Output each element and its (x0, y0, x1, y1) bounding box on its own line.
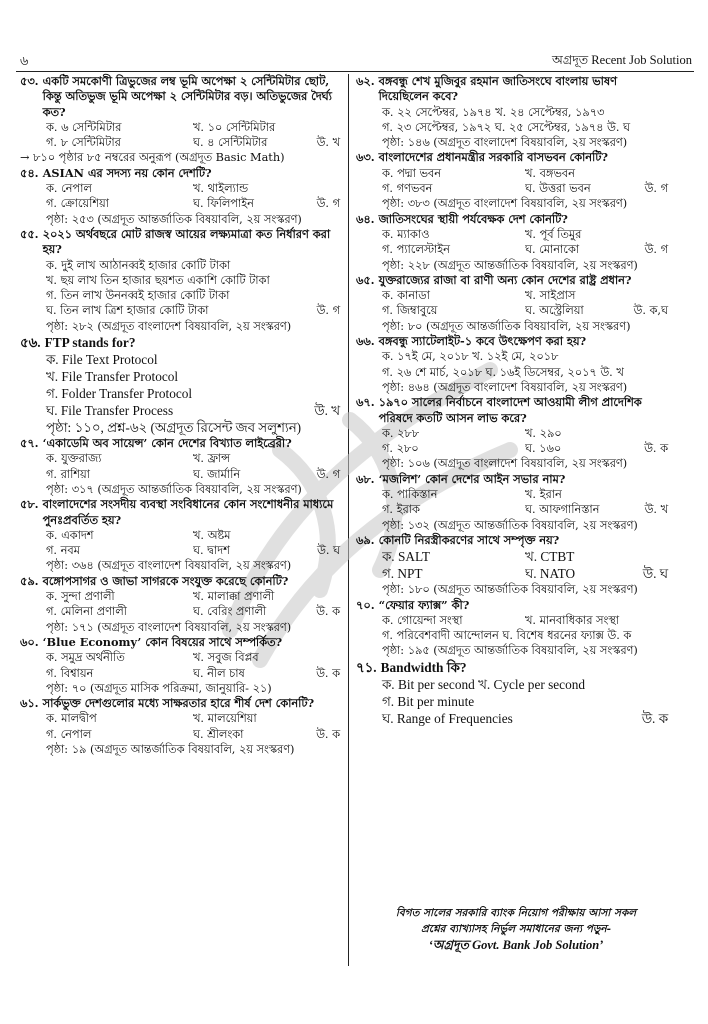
source-reference: পৃষ্ঠা: ১৮০ (অগ্রদূত আন্তর্জাতিক বিষয়াবলি, ২য় সংস্করণ) (382, 583, 638, 597)
answer-key: উ. গ (316, 197, 340, 211)
question-number: ৬৪. (356, 211, 375, 226)
source-reference: পৃষ্ঠা: ৮০ (অগ্রদূত আন্তর্জাতিক বিষয়াবলি, ২য় সংস্করণ) (382, 319, 631, 333)
option: খ. ১০ সেন্টিমিটার (193, 120, 276, 134)
option: খ. মানবাধিকার সংস্থা (525, 613, 620, 627)
question-number: ৬৯. (356, 532, 375, 547)
question-text: জাতিসংঘের স্থায়ী পর্যবেক্ষক দেশ কোনটি? (378, 211, 568, 226)
option-row (382, 181, 668, 196)
answer-key: উ. খ (316, 136, 340, 150)
question-text: ‘Blue Economy’ কোন বিষয়ের সাথে সম্পর্কিত? (42, 634, 283, 649)
option: খ. ২৯০ (525, 426, 562, 440)
source-reference: পৃষ্ঠা: ১১০, প্রশ্ন-৬২ (অগ্রদূত রিসেন্ট জব সলুশ্যন) (46, 420, 302, 436)
question (356, 598, 668, 659)
option-row (382, 441, 668, 456)
option: ঘ. উত্তরা ভবন (525, 182, 591, 196)
option: ক. ২৮৮ (382, 426, 420, 440)
option: খ. পূর্ব তিমুর (525, 227, 582, 241)
option-row (382, 120, 668, 135)
option: গ. গণভবন (382, 182, 433, 196)
question-stem (20, 436, 340, 451)
option-row (46, 589, 340, 604)
option: গ. ২৬ শে মার্চ, ২০১৮ ঘ. ১৬ই ডিসেম্বর, ২০১৭ উ. খ (382, 365, 624, 379)
promo-line-1: বিগত সালের সরকারি ব্যাংক নিয়োগ পরীক্ষায় আসা সকল (395, 907, 637, 919)
option-row (46, 368, 340, 385)
page-header (16, 52, 694, 70)
question-number: ৬১. (20, 696, 39, 711)
question-text: যুক্তরাজ্যের রাজা বা রাণী অন্য কোন দেশের রাষ্ট্র প্রধান? (378, 272, 632, 287)
option: গ. NPT (382, 566, 423, 582)
option: ক. File Text Protocol (46, 352, 158, 368)
source-reference: পৃষ্ঠা: ২৮২ (অগ্রদূত বাংলাদেশ বিষয়াবলি, ২য় সংস্করণ) (46, 319, 292, 333)
option-row (382, 242, 668, 257)
option: গ. জিম্বাবুয়ে (382, 304, 438, 318)
option-row (46, 135, 340, 150)
question-text: বাংলাদেশের সংসদীয় ব্যবস্থা সংবিধানের কোন সংশোধনীর মাধ্যমে পুনঃপ্রবর্তিত হয়? (42, 497, 334, 527)
options (382, 105, 668, 136)
option: গ. Folder Transfer Protocol (46, 386, 193, 402)
right-column (356, 74, 668, 727)
question (20, 74, 340, 166)
option: গ. ক্রোয়েশিয়া (46, 197, 109, 211)
source-reference: পৃষ্ঠা: ১৯ (অগ্রদূত আন্তর্জাতিক বিষয়াবলি, ২য় সংস্করণ) (46, 742, 295, 756)
option: খ. ইরান (525, 488, 562, 502)
option: ক. দুই লাখ আঠানব্বই হাজার কোটি টাকা (46, 258, 231, 272)
question-number: ৫৪. (20, 165, 39, 180)
option: খ. মালাক্কা প্রণালী (193, 590, 275, 604)
option-row (46, 273, 340, 288)
question-stem (20, 334, 340, 351)
question-stem (356, 74, 668, 105)
question-number: ৬৮. (356, 471, 375, 486)
option-row (46, 120, 340, 135)
question-number: ৫৯. (20, 573, 39, 588)
options (46, 181, 340, 212)
option: ঘ. ৪ সেন্টিমিটার (193, 136, 268, 150)
options (382, 426, 668, 457)
option: ঘ. আফগানিস্তান (525, 503, 600, 517)
option: ক. সুন্দা প্রণালী (46, 590, 115, 604)
question (20, 635, 340, 696)
option: ক. মালদ্বীপ (46, 712, 97, 726)
option: ঘ. মোনাকো (525, 243, 580, 257)
option: ক. পাকিস্তান (382, 488, 438, 502)
answer-key: উ. গ (316, 304, 340, 318)
answer-key: উ. ঘ (317, 544, 340, 558)
option: খ. অষ্টম (193, 528, 231, 542)
option: ক. পদ্মা ভবন (382, 166, 441, 180)
option: গ. ইরাক (382, 503, 420, 517)
option: ঘ. ফিলিপাইন (193, 197, 254, 211)
option-row (382, 426, 668, 441)
option: ক. একাদশ (46, 528, 94, 542)
options (46, 258, 340, 319)
question (356, 533, 668, 598)
option-row (46, 196, 340, 211)
options (382, 613, 668, 644)
question (20, 696, 340, 757)
options (382, 676, 668, 727)
source-reference: পৃষ্ঠা: ৩১৭ (অগ্রদূত আন্তর্জাতিক বিষয়াবলি, ২য় সংস্করণ) (46, 482, 302, 496)
question-number: ৫৭. (20, 436, 39, 451)
answer-key: উ. খ (314, 403, 340, 419)
option-row (46, 528, 340, 543)
source-reference: পৃষ্ঠা: ১৯৫ (অগ্রদূত আন্তর্জাতিক বিষয়াবলি, ২য় সংস্করণ) (382, 644, 638, 658)
question-stem (20, 696, 340, 711)
source-reference: পৃষ্ঠা: ১৩২ (অগ্রদূত আন্তর্জাতিক বিষয়াবলি, ২য় সংস্করণ) (382, 518, 638, 532)
option-row (46, 650, 340, 665)
answer-key: উ. ক,ঘ (633, 304, 668, 318)
promo-box (360, 905, 672, 953)
question-number: ৬২. (356, 74, 375, 88)
option: ঘ. শ্রীলংকা (193, 727, 244, 741)
question (356, 472, 668, 533)
option: গ. Bit per minute (382, 693, 475, 709)
options (382, 349, 668, 380)
source-reference: পৃষ্ঠা: ১০৬ (অগ্রদূত বাংলাদেশ বিষয়াবলি, ২য় সংস্করণ) (382, 457, 628, 471)
question-stem (356, 273, 668, 288)
question (356, 334, 668, 395)
options (46, 589, 340, 620)
option: গ. ৮ সেন্টিমিটার (46, 136, 121, 150)
option: খ. ছয় লাখ তিন হাজার ছয়শত একাশি কোটি টাকা (46, 273, 270, 287)
options (46, 711, 340, 742)
option: ক. নেপাল (46, 182, 92, 196)
option-row (46, 727, 340, 742)
question-stem (356, 395, 668, 426)
option: ঘ. তিন লাখ ত্রিশ হাজার কোটি টাকা (46, 304, 209, 318)
question-stem (20, 574, 340, 589)
question (20, 334, 340, 436)
options (382, 487, 668, 518)
option: ক. ১৭ই মে, ২০১৮ খ. ১২ই মে, ২০১৮ (382, 350, 559, 364)
left-column (20, 74, 340, 757)
column-divider (348, 74, 349, 966)
options (46, 650, 340, 681)
option: গ. ২৮০ (382, 442, 419, 456)
option-row (382, 710, 668, 727)
question (20, 166, 340, 227)
option: ঘ. জার্মানি (193, 467, 241, 481)
cross-reference-note: → ৮১০ পৃষ্ঠার ৮৫ নম্বরের অনুরূপ (অগ্রদূত Basic Math) (20, 151, 285, 165)
option: খ. সাইপ্রাস (525, 289, 576, 303)
question-stem (356, 334, 668, 349)
question-text: বঙ্গবন্ধু শেখ মুজিবুর রহমান জাতিসংঘে বাংলায় ভাষণ দিয়েছিলেন কবে? (378, 74, 617, 104)
question (20, 436, 340, 497)
option: গ. রাশিয়া (46, 467, 90, 481)
option-row (46, 258, 340, 273)
option: খ. CTBT (525, 549, 575, 565)
question-number: ৬৬. (356, 334, 375, 349)
option-row (46, 288, 340, 303)
option-row (382, 487, 668, 502)
option: ক. সমুদ্র অর্থনীতি (46, 651, 125, 665)
option-row (382, 349, 668, 364)
option: ক. Bit per second খ. Cycle per second (382, 676, 586, 692)
option: খ. বঙ্গভবন (525, 166, 575, 180)
options (46, 451, 340, 482)
question-stem (356, 150, 668, 165)
option-row (382, 227, 668, 242)
question (356, 273, 668, 334)
option: গ. ২৩ সেপ্টেম্বর, ১৯৭২ ঘ. ২৫ সেপ্টেম্বর, ১৯৭৪ উ. ঘ (382, 120, 630, 134)
question-number: ৭১. (356, 659, 377, 675)
option-row (46, 402, 340, 419)
option-row (46, 181, 340, 196)
options (46, 351, 340, 419)
question-number: ৬৫. (356, 272, 375, 287)
option-row (382, 693, 668, 710)
option-row (46, 711, 340, 726)
question-text: ১৯৭০ সালের নির্বাচনে বাংলাদেশ আওয়ামী লীগ প্রাদেশিক পরিষদে কতটি আসন লাভ করে? (378, 395, 642, 425)
option: গ. তিন লাখ উননব্বই হাজার কোটি টাকা (46, 289, 230, 303)
options (382, 288, 668, 319)
answer-key: উ. ক (316, 605, 340, 619)
option-row (382, 548, 668, 565)
option-row (382, 288, 668, 303)
question (20, 227, 340, 334)
question (356, 659, 668, 727)
answer-key: উ. ক (641, 710, 668, 726)
option-row (46, 604, 340, 619)
running-title: অগ্রদূত Recent Job Solution (552, 53, 692, 67)
option-row (46, 543, 340, 558)
question-stem (20, 227, 340, 258)
source-reference: পৃষ্ঠা: ৪৬৪ (অগ্রদূত বাংলাদেশ বিষয়াবলি, ২য় সংস্করণ) (382, 380, 628, 394)
option: ক. ম্যাকাও (382, 227, 430, 241)
option: গ. পরিবেশবাদী আন্দোলন ঘ. বিশেষ ধরনের ফ্যাক্স উ. ক (382, 629, 632, 643)
option: ঘ. File Transfer Process (46, 403, 174, 419)
question-number: ৬৭. (356, 395, 375, 410)
question-stem (356, 212, 668, 227)
option: ঘ. অস্ট্রেলিয়া (525, 304, 584, 318)
question-text: বাংলাদেশের প্রধানমন্ত্রীর সরকারি বাসভবন কোনটি? (378, 150, 609, 165)
source-reference: পৃষ্ঠা: ৩৮৩ (অগ্রদূত বাংলাদেশ বিষয়াবলি, ২য় সংস্করণ) (382, 197, 628, 211)
option-row (382, 676, 668, 693)
option-row (46, 666, 340, 681)
answer-key: উ. ক (316, 727, 340, 741)
question-number: ৫৩. (20, 74, 39, 88)
question-text: FTP stands for? (44, 335, 136, 351)
source-reference: পৃষ্ঠা: ৭০ (অগ্রদূত মাসিক পরিক্রমা, জানুয়ারি- ২১) (46, 681, 272, 695)
option: গ. মেলিনা প্রণালী (46, 605, 127, 619)
question-number: ৫৬. (20, 335, 41, 351)
option: ক. ২২ সেপ্টেম্বর, ১৯৭৪ খ. ২৪ সেপ্টেম্বর, ১৯৭৩ (382, 105, 605, 119)
page-number: ৬ (20, 54, 29, 69)
question-text: কোনটি নিরস্ত্রীকরণের সাথে সম্পৃক্ত নয়? (378, 532, 560, 547)
question (356, 395, 668, 471)
option-row (382, 303, 668, 318)
question-stem (20, 166, 340, 181)
question-stem (356, 472, 668, 487)
promo-line-2: প্রশ্নের ব্যাখ্যাসহ নির্ভুল সমাধানের জন্য পড়ুন- (421, 923, 611, 935)
option: ঘ. দ্বাদশ (193, 544, 230, 558)
option: ঘ. ১৬০ (525, 442, 562, 456)
option: খ. ফ্রান্স (193, 452, 230, 466)
question-text: “ফেয়ার ফ্যাক্স” কী? (378, 597, 470, 612)
option-row (46, 467, 340, 482)
answer-key: উ. ক (316, 666, 340, 680)
answer-key: উ. গ (644, 243, 668, 257)
answer-key: উ. গ (316, 467, 340, 481)
option: ক. গোয়েন্দা সংস্থা (382, 613, 463, 627)
options (382, 548, 668, 582)
question (20, 497, 340, 573)
question-text: ২০২১ অর্থবছরে মোট রাজস্ব আয়ের লক্ষ্যমাত্রা কত নির্ধারণ করা হয়? (42, 226, 331, 257)
options (46, 120, 340, 151)
answer-key: উ. ঘ (642, 566, 668, 582)
option-row (46, 385, 340, 402)
option: ক. যুক্তরাজ্য (46, 452, 102, 466)
option-row (382, 565, 668, 582)
option: ক. SALT (382, 549, 430, 565)
options (46, 528, 340, 559)
question-text: ASIAN এর সদস্য নয় কোন দেশটি? (42, 165, 212, 180)
option: খ. থাইল্যান্ড (193, 182, 249, 196)
option: ঘ. নীল চাষ (193, 666, 245, 680)
option-row (46, 351, 340, 368)
option: খ. মালয়েশিয়া (193, 712, 257, 726)
question-stem (20, 74, 340, 120)
answer-key: উ. ক (644, 442, 668, 456)
question-number: ৬৩. (356, 150, 375, 165)
question (20, 574, 340, 635)
option-row (46, 303, 340, 318)
question-text: একটি সমকোণী ত্রিভুজের লম্ব ভূমি অপেক্ষা ২ সেন্টিমিটার ছোট, কিন্তু অতিভুজ ভূমি অপেক্ষা ২ সেন্টিমিটার বড়। অতিভুজের দৈর্ঘ্য কত? (42, 74, 332, 119)
question-text: বঙ্গবন্ধু স্যাটেলাইট-১ কবে উৎক্ষেপণ করা হয়? (378, 334, 587, 349)
option: খ. সবুজ বিপ্লব (193, 651, 259, 665)
question-stem (356, 598, 668, 613)
option-row (382, 105, 668, 120)
option: ঘ. Range of Frequencies (382, 710, 513, 726)
option-row (382, 628, 668, 643)
option: ঘ. বেরিং প্রণালী (193, 605, 267, 619)
source-reference: পৃষ্ঠা: ১৭১ (অগ্রদূত বাংলাদেশ বিষয়াবলি, ২য় সংস্করণ) (46, 620, 292, 634)
question-text: ‘একাডেমি অব সায়েন্স’ কোন দেশের বিখ্যাত লাইব্রেরী? (42, 436, 292, 451)
option: ক. ৬ সেন্টিমিটার (46, 120, 122, 134)
question-stem (20, 635, 340, 650)
options (382, 227, 668, 258)
option-row (382, 502, 668, 517)
option: খ. File Transfer Protocol (46, 369, 179, 385)
option: গ. নবম (46, 544, 80, 558)
option: গ. প্যালেস্টাইন (382, 243, 450, 257)
option-row (382, 166, 668, 181)
question (356, 150, 668, 211)
question-number: ৫৮. (20, 497, 39, 512)
source-reference: পৃষ্ঠা: ২২৮ (অগ্রদূত আন্তর্জাতিক বিষয়াবলি, ২য় সংস্করণ) (382, 258, 638, 272)
question-number: ৭০. (356, 597, 375, 612)
question-text: Bandwidth কি? (380, 659, 467, 675)
question-stem (356, 533, 668, 548)
source-reference: পৃষ্ঠা: ২৫৩ (অগ্রদূত আন্তর্জাতিক বিষয়াবলি, ২য় সংস্করণ) (46, 212, 302, 226)
question-text: বঙ্গোপসাগর ও জাভা সাগরকে সংযুক্ত করেছে কোনটি? (42, 573, 289, 588)
question-stem (356, 659, 668, 676)
option: ক. কানাডা (382, 289, 430, 303)
question (356, 74, 668, 150)
option: ঘ. NATO (525, 566, 576, 582)
answer-key: উ. খ (644, 503, 668, 517)
source-reference: পৃষ্ঠা: ১৪৬ (অগ্রদূত বাংলাদেশ বিষয়াবলি, ২য় সংস্করণ) (382, 136, 628, 150)
question-text: ‘মজলিশ’ কোন দেশের আইন সভার নাম? (378, 471, 566, 486)
option: গ. বিশ্বায়ন (46, 666, 94, 680)
header-rule (16, 71, 694, 72)
question (356, 212, 668, 273)
option: গ. নেপাল (46, 727, 92, 741)
question-number: ৫৫. (20, 226, 39, 241)
promo-line-3: ‘অগ্রদূত Govt. Bank Job Solution’ (428, 938, 604, 952)
option-row (46, 451, 340, 466)
question-number: ৬০. (20, 634, 39, 649)
option-row (382, 613, 668, 628)
source-reference: পৃষ্ঠা: ৩৬৪ (অগ্রদূত বাংলাদেশ বিষয়াবলি, ২য় সংস্করণ) (46, 559, 292, 573)
question-text: সার্কভুক্ত দেশগুলোর মধ্যে সাক্ষরতার হারে শীর্ষ দেশ কোনটি? (42, 696, 315, 711)
options (382, 166, 668, 197)
answer-key: উ. গ (644, 182, 668, 196)
option-row (382, 365, 668, 380)
question-stem (20, 497, 340, 528)
